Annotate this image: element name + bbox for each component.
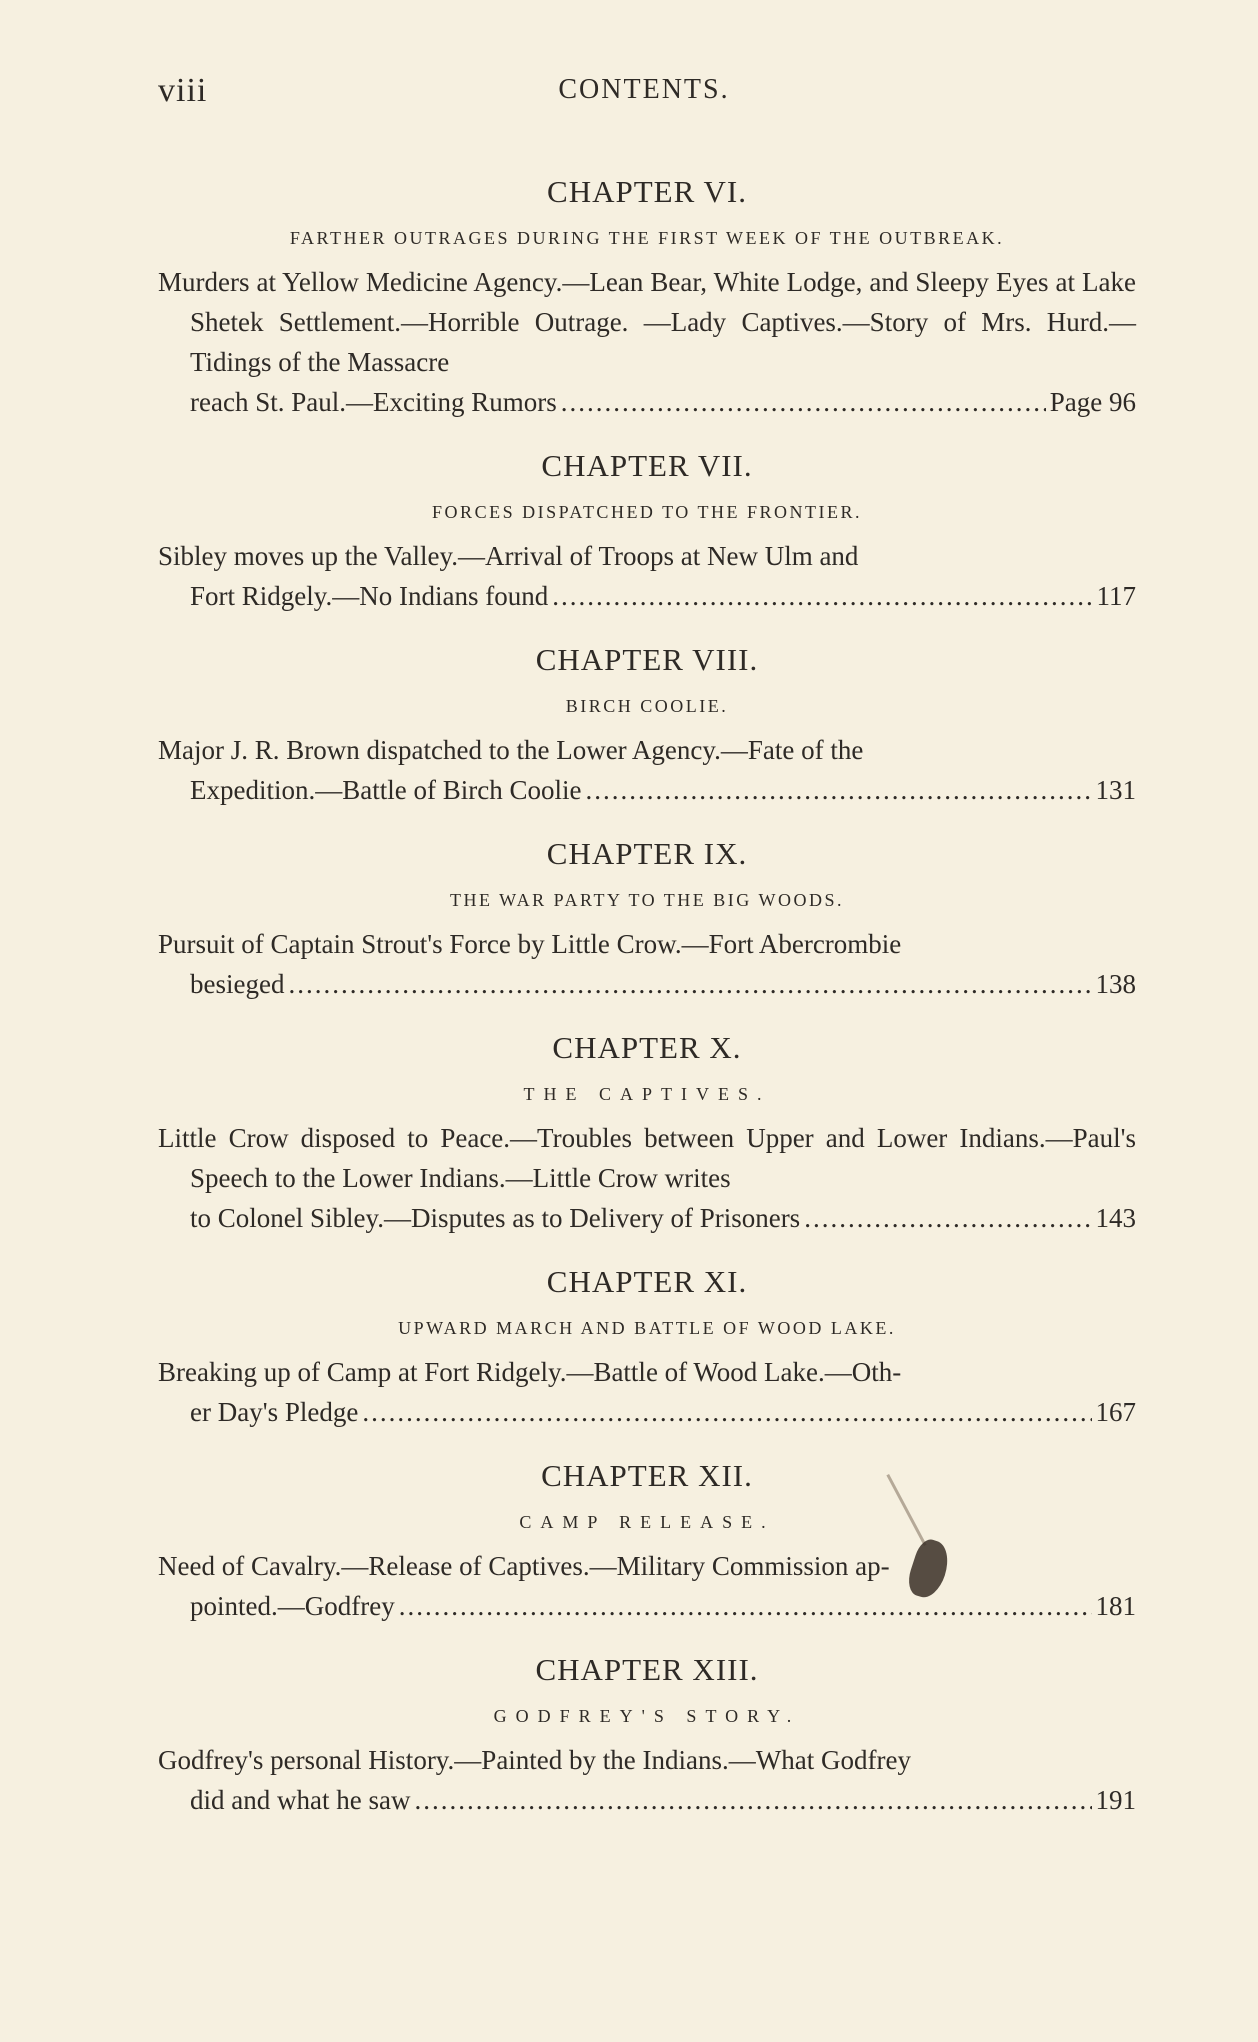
chapter-heading: CHAPTER VI. [547,174,747,209]
chapter-vi [158,172,1136,422]
chapter-subtitle: CAMP RELEASE. [519,1512,775,1532]
chapter-subtitle: UPWARD MARCH AND BATTLE OF WOOD LAKE. [398,1318,896,1338]
chapter-x [158,1028,1136,1238]
entry-last-text: to Colonel Sibley.—Disputes as to Delivery of Prisoners [190,1203,801,1233]
chapter-heading: CHAPTER XII. [541,1458,753,1493]
chapter-subtitle: GODFREY'S STORY. [493,1706,801,1726]
entry-last-line [190,576,1136,616]
chapter-entry [158,730,1136,810]
page-ref: 117 [1096,581,1136,611]
chapter-subtitle: THE CAPTIVES. [523,1084,771,1104]
chapter-heading: CHAPTER VII. [541,448,753,483]
chapter-entry [158,536,1136,616]
chapter-entry [158,924,1136,1004]
entry-last-line [190,1780,1136,1820]
chapter-xiii [158,1650,1136,1820]
entry-last-line [190,770,1136,810]
chapter-entry [158,262,1136,422]
entry-last-text: Expedition.—Battle of Birch Coolie [190,775,582,805]
contents-list [158,172,1136,1820]
entry-text: Godfrey's personal History.—Painted by the Indians.—What Godfrey [158,1745,911,1775]
dot-leader [552,576,1092,616]
chapter-xi [158,1262,1136,1432]
chapter-vii [158,446,1136,616]
chapter-entry [158,1740,1136,1820]
entry-last-text: Fort Ridgely.—No Indians found [190,581,549,611]
dot-leader [414,1780,1091,1820]
dot-leader [399,1586,1092,1626]
entry-last-line [190,1586,1136,1626]
page-ref: 191 [1095,1785,1136,1815]
dot-leader [585,770,1091,810]
chapter-subtitle: THE WAR PARTY TO THE BIG WOODS. [450,890,844,910]
entry-last-line [190,1392,1136,1432]
chapter-entry [158,1118,1136,1238]
page-ref: 138 [1095,969,1136,999]
chapter-viii [158,640,1136,810]
page-title: CONTENTS. [558,74,730,105]
entry-last-text: besieged [190,969,285,999]
entry-text: Breaking up of Camp at Fort Ridgely.—Battle of Wood Lake.—Oth- [158,1357,902,1387]
entry-last-text: reach St. Paul.—Exciting Rumors [190,387,557,417]
page-ref: 181 [1095,1591,1136,1621]
chapter-ix [158,834,1136,1004]
chapter-heading: CHAPTER X. [552,1030,742,1065]
entry-last-line [190,964,1136,1004]
chapter-subtitle: BIRCH COOLIE. [565,696,729,716]
page-ref: Page 96 [1049,387,1136,417]
chapter-subtitle: FARTHER OUTRAGES DURING THE FIRST WEEK OF THE OUTBREAK. [289,228,1005,248]
entry-last-text: did and what he saw [190,1785,411,1815]
running-head [0,72,1258,116]
entry-last-line [190,382,1136,422]
chapter-heading: CHAPTER IX. [546,836,748,871]
entry-text: Need of Cavalry.—Release of Captives.—Military Commission ap- [158,1551,890,1581]
page-ref: 131 [1095,775,1136,805]
chapter-heading: CHAPTER XI. [546,1264,748,1299]
chapter-heading: CHAPTER VIII. [535,642,759,677]
entry-last-text: pointed.—Godfrey [190,1591,395,1621]
entry-text: Little Crow disposed to Peace.—Troubles between Upper and Lower Indians.—Paul's Speech to the Lower Indians.—Little Crow writes [158,1123,1136,1193]
entry-last-text: er Day's Pledge [190,1397,359,1427]
dot-leader [362,1392,1091,1432]
dot-leader [804,1198,1091,1238]
entry-last-line [190,1198,1136,1238]
page-ref: 143 [1095,1203,1136,1233]
page-number: viii [158,72,208,109]
chapter-entry [158,1546,1136,1626]
entry-text: Sibley moves up the Valley.—Arrival of Troops at New Ulm and [158,541,859,571]
entry-text: Pursuit of Captain Strout's Force by Little Crow.—Fort Abercrombie [158,929,902,959]
chapter-subtitle: FORCES DISPATCHED TO THE FRONTIER. [432,502,862,522]
dot-leader [561,382,1046,422]
entry-text: Major J. R. Brown dispatched to the Lower Agency.—Fate of the [158,735,864,765]
page-ref: 167 [1095,1397,1136,1427]
entry-text: Murders at Yellow Medicine Agency.—Lean Bear, White Lodge, and Sleepy Eyes at Lake Shetek Settlement.—Horrible Outrage. —Lady Captives.—Story of Mrs. Hurd.—Tidings of the Massacre [158,267,1136,377]
chapter-xii [158,1456,1136,1626]
chapter-heading: CHAPTER XIII. [535,1652,759,1687]
chapter-entry [158,1352,1136,1432]
dot-leader [288,964,1091,1004]
